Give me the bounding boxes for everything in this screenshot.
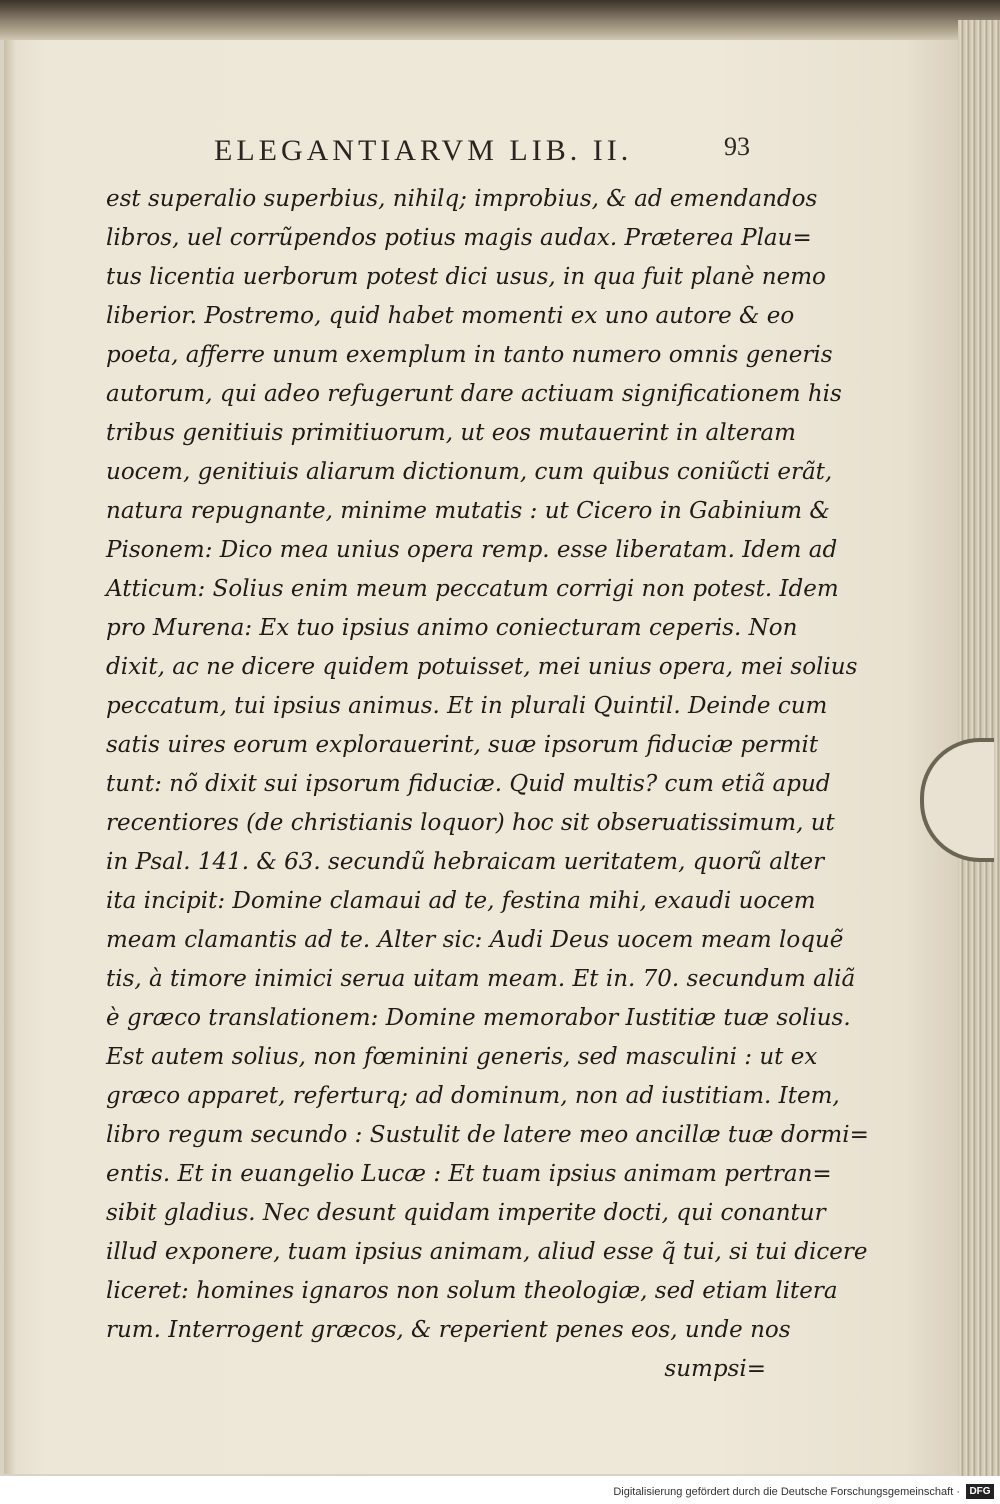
funding-credit: Digitalisierung gefördert durch die Deutsche Forschungsgemeinschaft · bbox=[613, 1486, 960, 1498]
text-line: liceret: homines ignaros non solum theologiæ, sed etiam litera bbox=[106, 1278, 838, 1304]
text-line: uocem, genitiuis aliarum dictionum, cum quibus coniũcti erãt, bbox=[106, 459, 833, 485]
text-line: ita incipit: Domine clamaui ad te, festina mihi, exaudi uocem bbox=[106, 888, 816, 914]
text-line: tis, à timore inimici serua uitam meam. Et in. 70. secundum aliã bbox=[106, 966, 856, 992]
catchword: sumpsi= bbox=[664, 1356, 766, 1382]
book-top-edge bbox=[0, 0, 1000, 40]
text-line: græco apparet, referturq; ad dominum, non ad iustitiam. Item, bbox=[106, 1083, 840, 1109]
text-line: Atticum: Solius enim meum peccatum corrigi non potest. Idem bbox=[106, 576, 839, 602]
text-line: dixit, ac ne dicere quidem potuisset, mei unius opera, mei solius bbox=[106, 654, 858, 680]
text-line: in Psal. 141. & 63. secundũ hebraicam ueritatem, quorũ alter bbox=[106, 849, 825, 875]
text-line: natura repugnante, minime mutatis : ut Cicero in Gabinium & bbox=[106, 498, 830, 524]
text-line: est superalio superbius, nihilq; improbius, & ad emendandos bbox=[106, 186, 818, 212]
text-line: sibit gladius. Nec desunt quidam imperite docti, qui conantur bbox=[106, 1200, 826, 1226]
text-line: meam clamantis ad te. Alter sic: Audi Deus uocem meam loquẽ bbox=[106, 927, 844, 953]
text-line: autorum, qui adeo refugerunt dare actiuam significationem his bbox=[106, 381, 842, 407]
text-line: tunt: nõ dixit sui ipsorum fiduciæ. Quid multis? cum etiã apud bbox=[106, 771, 831, 797]
text-line: satis uires eorum explorauerint, suæ ipsorum fiduciæ permit bbox=[106, 732, 819, 758]
text-line: recentiores (de christianis loquor) hoc sit obseruatissimum, ut bbox=[106, 810, 835, 836]
text-line: tribus genitiuis primitiuorum, ut eos mutauerint in alteram bbox=[106, 420, 796, 446]
text-line: peccatum, tui ipsius animus. Et in plurali Quintil. Deinde cum bbox=[106, 693, 828, 719]
text-line: libros, uel corrũpendos potius magis audax. Præterea Plau= bbox=[106, 225, 812, 251]
body-text bbox=[106, 180, 869, 1389]
text-line: pro Murena: Ex tuo ipsius animo coniecturam ceperis. Non bbox=[106, 615, 798, 641]
running-title: ELEGANTIARVM LIB. II. bbox=[214, 134, 633, 167]
text-line: tus licentia uerborum potest dici usus, in qua fuit planè nemo bbox=[106, 264, 826, 290]
text-line: è græco translationem: Domine memorabor Iustitiæ tuæ solius. bbox=[106, 1005, 851, 1031]
text-line: poeta, afferre unum exemplum in tanto numero omnis generis bbox=[106, 342, 833, 368]
dfg-logo: DFG bbox=[966, 1484, 994, 1499]
text-line: Pisonem: Dico mea unius opera remp. esse liberatam. Idem ad bbox=[106, 537, 838, 563]
text-line: rum. Interrogent græcos, & reperient penes eos, unde nos bbox=[106, 1317, 791, 1343]
text-line: entis. Et in euangelio Lucæ : Et tuam ipsius animam pertran= bbox=[106, 1161, 832, 1187]
text-line: Est autem solius, non fœminini generis, sed masculini : ut ex bbox=[106, 1044, 818, 1070]
folio-number: 93 bbox=[724, 132, 750, 161]
text-line: illud exponere, tuam ipsius animam, aliud esse q̃ tui, si tui dicere bbox=[106, 1239, 868, 1265]
text-line: libro regum secundo : Sustulit de latere meo ancillæ tuæ dormi= bbox=[106, 1122, 869, 1148]
text-line: liberior. Postremo, quid habet momenti ex uno autore & eo bbox=[106, 303, 795, 329]
